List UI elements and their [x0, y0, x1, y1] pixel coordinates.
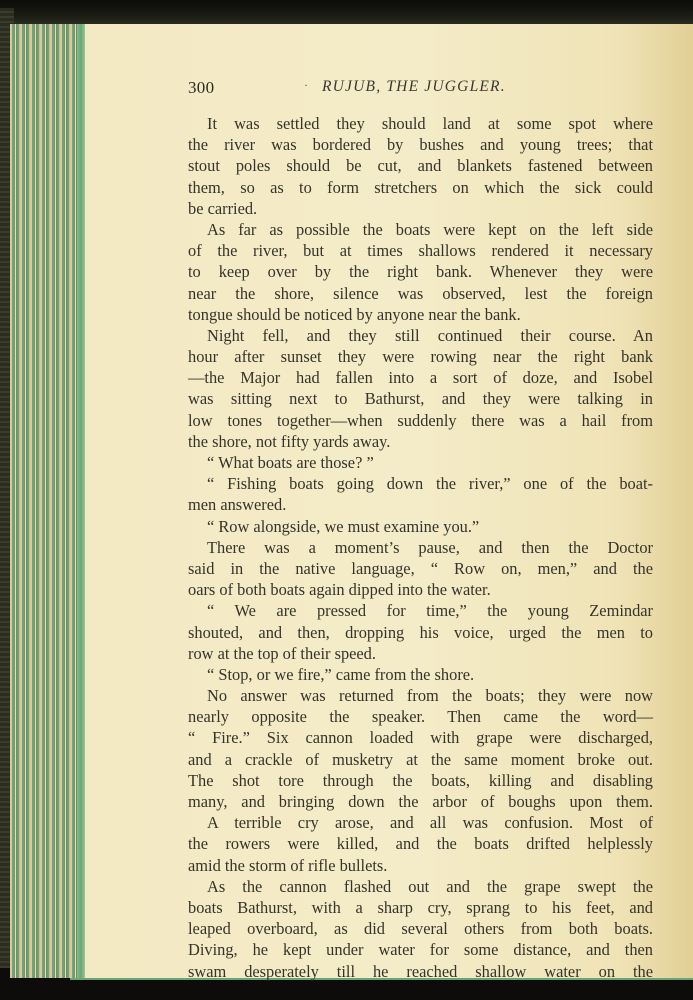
text-line: near the shore, silence was observed, lest the foreign — [188, 283, 653, 303]
text-line: swam desperately till he reached shallow water on the — [188, 961, 653, 981]
page-edges — [10, 24, 85, 978]
text-line: of the river, but at times shallows rendered it necessary — [188, 241, 653, 261]
text-line: “ Fishing boats going down the river,” one of the boat- — [207, 474, 653, 494]
running-title: RUJUB, THE JUGGLER. — [322, 78, 506, 95]
text-line: them, so as to form stretchers on which the sick could — [188, 177, 653, 197]
text-line: Night fell, and they still continued their course. An — [207, 325, 653, 345]
text-line: It was settled they should land at some spot where — [207, 114, 653, 133]
text-line: shouted, and then, dropping his voice, urged the men to — [188, 622, 653, 642]
text-line: said in the native language, “ Row on, men,” and the — [188, 558, 653, 578]
text-line: men answered. — [188, 495, 287, 515]
page-number: 300 — [188, 78, 215, 97]
text-line: “ We are pressed for time,” the young Zemindar — [207, 601, 653, 621]
text-line: amid the storm of rifle bullets. — [188, 855, 388, 875]
text-line: stout poles should be cut, and blankets fastened between — [188, 156, 653, 176]
text-line: to keep over by the right bank. Whenever they were — [188, 262, 653, 282]
text-line: the river was bordered by bushes and young trees; that — [188, 135, 653, 155]
text-line: row at the top of their speed. — [188, 643, 376, 663]
text-line: —the Major had fallen into a sort of doze, and Isobel — [188, 368, 653, 388]
text-line: tongue should be noticed by anyone near the bank. — [188, 304, 521, 324]
text-line: Diving, he kept under water for some distance, and then — [188, 940, 653, 960]
text-line: be carried. — [188, 198, 258, 218]
text-line: The shot tore through the boats, killing and disabling — [188, 770, 653, 790]
text-line: “ Fire.” Six cannon loaded with grape were discharged, — [188, 728, 653, 748]
page-header — [188, 78, 654, 100]
text-line: No answer was returned from the boats; they were now — [207, 686, 653, 706]
text-line: nearly opposite the speaker. Then came the word— — [188, 707, 653, 727]
background-shadow-top — [0, 0, 693, 26]
text-line: the rowers were killed, and the boats drifted helplessly — [188, 834, 653, 854]
text-line: As the cannon flashed out and the grape swept the — [207, 876, 653, 896]
body-text — [188, 113, 653, 982]
text-line: oars of both boats again dipped into the water. — [188, 580, 491, 600]
text-line: “ Row alongside, we must examine you.” — [207, 516, 480, 536]
text-line: many, and bringing down the arbor of boughs upon them. — [188, 792, 653, 811]
text-line: A terrible cry arose, and all was confusion. Most of — [207, 813, 653, 833]
text-line: “ Stop, or we fire,” came from the shore. — [207, 664, 475, 684]
header-dot: · — [304, 78, 308, 92]
text-line: was sitting next to Bathurst, and they were talking in — [188, 389, 653, 409]
text-line: leaped overboard, as did several others from both boats. — [188, 919, 653, 939]
text-line: and a crackle of musketry at the same moment broke out. — [188, 749, 653, 769]
text-line: low tones together—when suddenly there was a hail from — [188, 410, 653, 430]
text-line: hour after sunset they were rowing near the right bank — [188, 347, 653, 367]
text-line: “ What boats are those? ” — [207, 453, 374, 472]
text-line: There was a moment’s pause, and then the Doctor — [207, 537, 653, 557]
text-line: the shore, not fifty yards away. — [188, 431, 391, 451]
text-line: boats Bathurst, with a sharp cry, sprang to his feet, and — [188, 897, 653, 917]
text-line: As far as possible the boats were kept on the left side — [207, 219, 653, 239]
